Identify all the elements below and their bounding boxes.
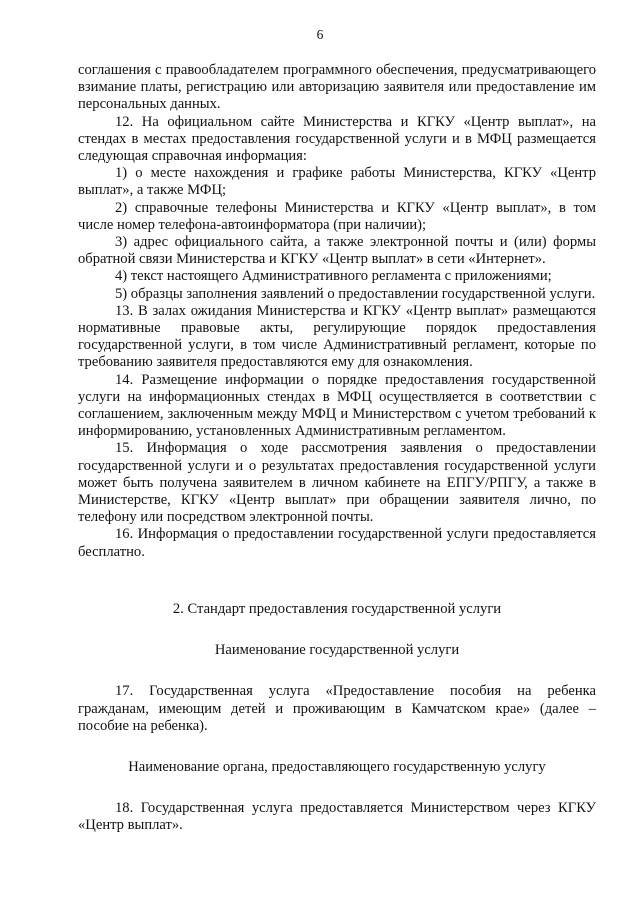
paragraph-16: 16. Информация о предоставлении государственной услуги предоставляется бесплатно. bbox=[78, 526, 596, 560]
subheading-service-name: Наименование государственной услуги bbox=[214, 642, 460, 659]
subheading-provider: Наименование органа, предоставляющего государственную услугу bbox=[128, 758, 546, 775]
list-item-3: 3) адрес официального сайта, а также электронной почты и (или) формы обратной связи Министерства и КГКУ «Центр выплат» в сети «Интернет». bbox=[78, 234, 596, 268]
paragraph-18: 18. Государственная услуга предоставляется Министерством через КГКУ «Центр выплат». bbox=[78, 800, 596, 834]
list-item-5: 5) образцы заполнения заявлений о предоставлении государственной услуги. bbox=[115, 285, 596, 302]
paragraph-14: 14. Размещение информации о порядке предоставления государственной услуги на информационных стендах в МФЦ осуществляется в соответствии с соглашением, заключенным между МФЦ и Министерством с учетом требований к информированию, установленных Административным регламентом. bbox=[78, 371, 596, 440]
list-item-2: 2) справочные телефоны Министерства и КГКУ «Центр выплат», в том числе номер телефона-автоинформатора (при наличии); bbox=[78, 199, 596, 233]
list-item-4: 4) текст настоящего Административного регламента с приложениями; bbox=[115, 268, 552, 285]
section-title: 2. Стандарт предоставления государственной услуги bbox=[172, 600, 502, 617]
page-number: 6 bbox=[316, 27, 324, 42]
paragraph-17: 17. Государственная услуга «Предоставление пособия на ребенка гражданам, имеющим детей и проживающим в Камчатском крае» (далее – пособие на ребенка). bbox=[78, 683, 596, 734]
paragraph-13: 13. В залах ожидания Министерства и КГКУ «Центр выплат» размещаются нормативные правовые акты, регулирующие порядок предоставления государственной услуги, в том числе Административный регламент, которые по требованию заявителя предоставляются ему для ознакомления. bbox=[78, 302, 596, 371]
paragraph-12: 12. На официальном сайте Министерства и КГКУ «Центр выплат», на стендах в местах предоставления государственной услуги и в МФЦ размещается следующая справочная информация: bbox=[78, 113, 596, 165]
paragraph-15: 15. Информация о ходе рассмотрения заявления о предоставлении государственной услуги и о результатах предоставления государственной услуги может быть получена заявителем в личном кабинете на ЕПГУ/РПГУ, а также в Министерстве, КГКУ «Центр выплат» при обращении заявителя лично, по телефону или посредством электронной почты. bbox=[78, 440, 596, 526]
list-item-1: 1) о месте нахождения и графике работы Министерства, КГКУ «Центр выплат», а также МФЦ; bbox=[78, 165, 596, 199]
paragraph-continuation: соглашения с правообладателем программного обеспечения, предусматривающего взимание платы, регистрацию или авторизацию заявителя или предоставление им персональных данных. bbox=[78, 62, 596, 113]
body-text bbox=[78, 62, 596, 835]
